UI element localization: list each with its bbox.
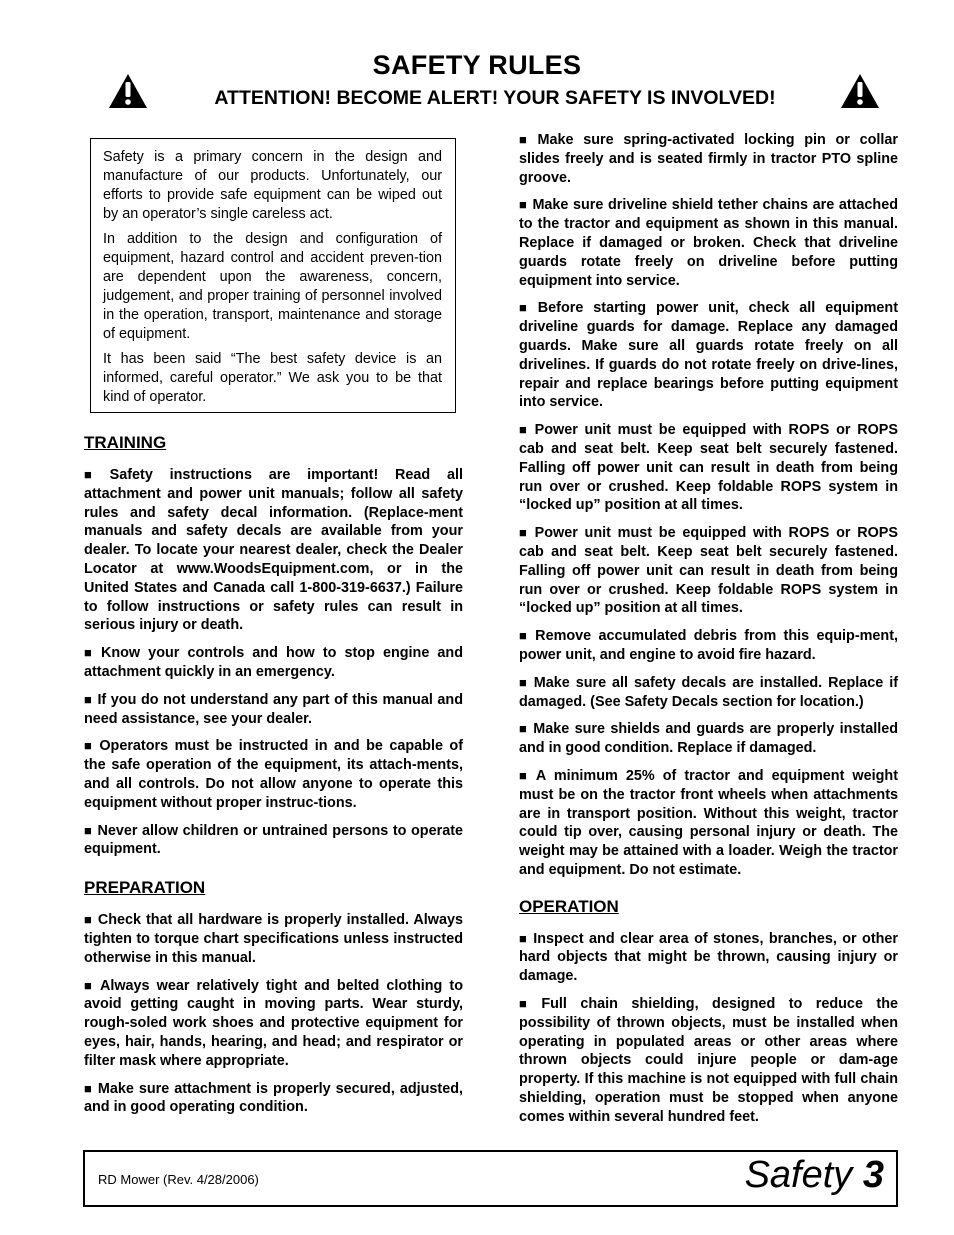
right-column xyxy=(519,131,898,1136)
bullet-icon: ■ xyxy=(519,996,537,1012)
page-footer xyxy=(83,1150,898,1207)
rule-item: ■ Make sure driveline shield tether chains are attached to the tractor and equipment as shown in this manual. Replace if damaged or broken. Check that driveline guards rotate freely on driveline before putting equipment into service. xyxy=(519,197,898,289)
bullet-icon: ■ xyxy=(519,300,533,316)
rule-item: ■ Always wear relatively tight and belted clothing to avoid getting caught in moving parts. Wear sturdy, rough-soled work shoes and protective equipment for eyes, hair, hands, hearing, and head; and respirator or filter mask where appropriate. xyxy=(84,977,464,1069)
intro-box xyxy=(90,138,456,413)
rule-item: ■ Remove accumulated debris from this equip-ment, power unit, and engine to avoid fire hazard. xyxy=(519,628,898,663)
rule-item: ■ Make sure spring-activated locking pin or collar slides freely and is seated firmly in tractor PTO spline groove. xyxy=(519,132,898,186)
bullet-icon: ■ xyxy=(519,930,529,946)
bullet-icon: ■ xyxy=(84,822,93,838)
rule-item: ■ Inspect and clear area of stones, branches, or other hard objects that might be thrown, causing injury or damage. xyxy=(519,930,898,985)
bullet-icon: ■ xyxy=(519,767,531,783)
rule-item: ■ Check that all hardware is properly installed. Always tighten to torque chart specifications unless instructed otherwise in this manual. xyxy=(84,912,464,966)
section-name: Safety xyxy=(744,1154,853,1196)
rule-item: ■ Power unit must be equipped with ROPS or ROPS cab and seat belt. Keep seat belt securely fastened. Falling off power unit can result in death from being run over or crushed. Keep foldable ROPS system in “locked up” position at all times. xyxy=(519,525,899,617)
rule-item: ■ Make sure shields and guards are properly installed and in good condition. Replace if damaged. xyxy=(519,721,898,757)
intro-paragraph: It has been said “The best safety device is an informed, careful operator.” We ask you to be that kind of operator. xyxy=(103,351,442,405)
rule-item: ■ Operators must be instructed in and be capable of the safe operation of the equipment, its attach-ments, and all controls. Do not allow anyone to operate this equipment without proper instruc-tions. xyxy=(84,738,464,811)
rule-item: ■ Power unit must be equipped with ROPS or ROPS cab and seat belt. Keep seat belt securely fastened. Falling off power unit can result in death from being run over or crushed. Keep foldable ROPS system in “locked up” position at all times. xyxy=(519,422,899,514)
bullet-icon: ■ xyxy=(519,197,528,213)
rule-item: ■ Make sure all safety decals are installed. Replace if damaged. (See Safety Decals section for location.) xyxy=(519,674,899,710)
bullet-icon: ■ xyxy=(84,1080,93,1096)
rule-item: ■ Know your controls and how to stop engine and attachment quickly in an emergency. xyxy=(84,645,463,680)
bullet-icon: ■ xyxy=(84,467,105,482)
section-heading-operation: OPERATION xyxy=(519,896,619,916)
bullet-icon: ■ xyxy=(519,132,533,147)
bullet-icon: ■ xyxy=(84,912,93,928)
bullet-icon: ■ xyxy=(84,977,95,993)
section-heading-training: TRAINING xyxy=(84,433,167,452)
rule-item: ■ Before starting power unit, check all equipment driveline guards for damage. Replace any damaged guards. Make sure all guards rotate freely on all drivelines. If guards do not rotate freely on drive-lines, repair and replace bearings before putting equipment into service. xyxy=(519,300,898,411)
section-page-label xyxy=(745,1154,884,1197)
bullet-icon: ■ xyxy=(519,422,530,438)
bullet-icon: ■ xyxy=(84,645,96,661)
warning-icon xyxy=(840,73,880,109)
page-number: 3 xyxy=(862,1154,884,1196)
bullet-icon: ■ xyxy=(84,691,93,707)
intro-paragraph: In addition to the design and configuration of equipment, hazard control and accident preven-tion are dependent upon the awareness, concern, judgement, and proper training of personnel involved in the operation, transport, maintenance and storage of equipment. xyxy=(103,231,442,342)
intro-paragraph: Safety is a primary concern in the design and manufacture of our products. Unfortunately, our efforts to provide safe equipment can be wiped out by an operator’s single careless act. xyxy=(103,149,442,222)
page-subtitle: ATTENTION! BECOME ALERT! YOUR SAFETY IS INVOLVED! xyxy=(214,87,776,109)
bullet-icon: ■ xyxy=(519,674,529,690)
bullet-icon: ■ xyxy=(519,628,531,644)
bullet-icon: ■ xyxy=(519,721,529,737)
section-heading-preparation: PREPARATION xyxy=(84,878,206,898)
rule-item: ■ If you do not understand any part of this manual and need assistance, see your dealer. xyxy=(84,691,463,727)
rule-item: ■ Never allow children or untrained persons to operate equipment. xyxy=(84,822,464,858)
document-revision: RD Mower (Rev. 4/28/2006) xyxy=(98,1172,259,1187)
bullet-icon: ■ xyxy=(519,525,530,541)
rule-item: ■ Safety instructions are important! Read all attachment and power unit manuals; follow all safety rules and safety decal information. (Replace-ment manuals and safety decals are available from your dealer. To locate your nearest dealer, check the Dealer Locator at www.WoodsEquipment.com, or in the United States and Canada call 1-800-319-6637.) Failure to follow instructions or safety rules can result in serious injury or death. xyxy=(84,467,463,634)
rule-item: ■ Make sure attachment is properly secured, adjusted, and in good operating condition. xyxy=(84,1080,463,1116)
bullet-icon: ■ xyxy=(84,738,95,754)
page-title: SAFETY RULES xyxy=(372,50,582,80)
left-column xyxy=(84,432,463,1126)
rule-item: ■ A minimum 25% of tractor and equipment weight must be on the tractor front wheels when attachments are in transport position. Without this weight, tractor could tip over, causing personal injury or death. The weight may be attained with a loader. Weigh the tractor and equipment. Do not estimate. xyxy=(519,767,899,878)
rule-item: ■ Full chain shielding, designed to reduce the possibility of thrown objects, must be installed when operating in populated areas or other areas where thrown objects could injure people or dam-age property. If this machine is not equipped with full chain shielding, operation must be stopped when anyone comes within several hundred feet. xyxy=(519,996,898,1125)
